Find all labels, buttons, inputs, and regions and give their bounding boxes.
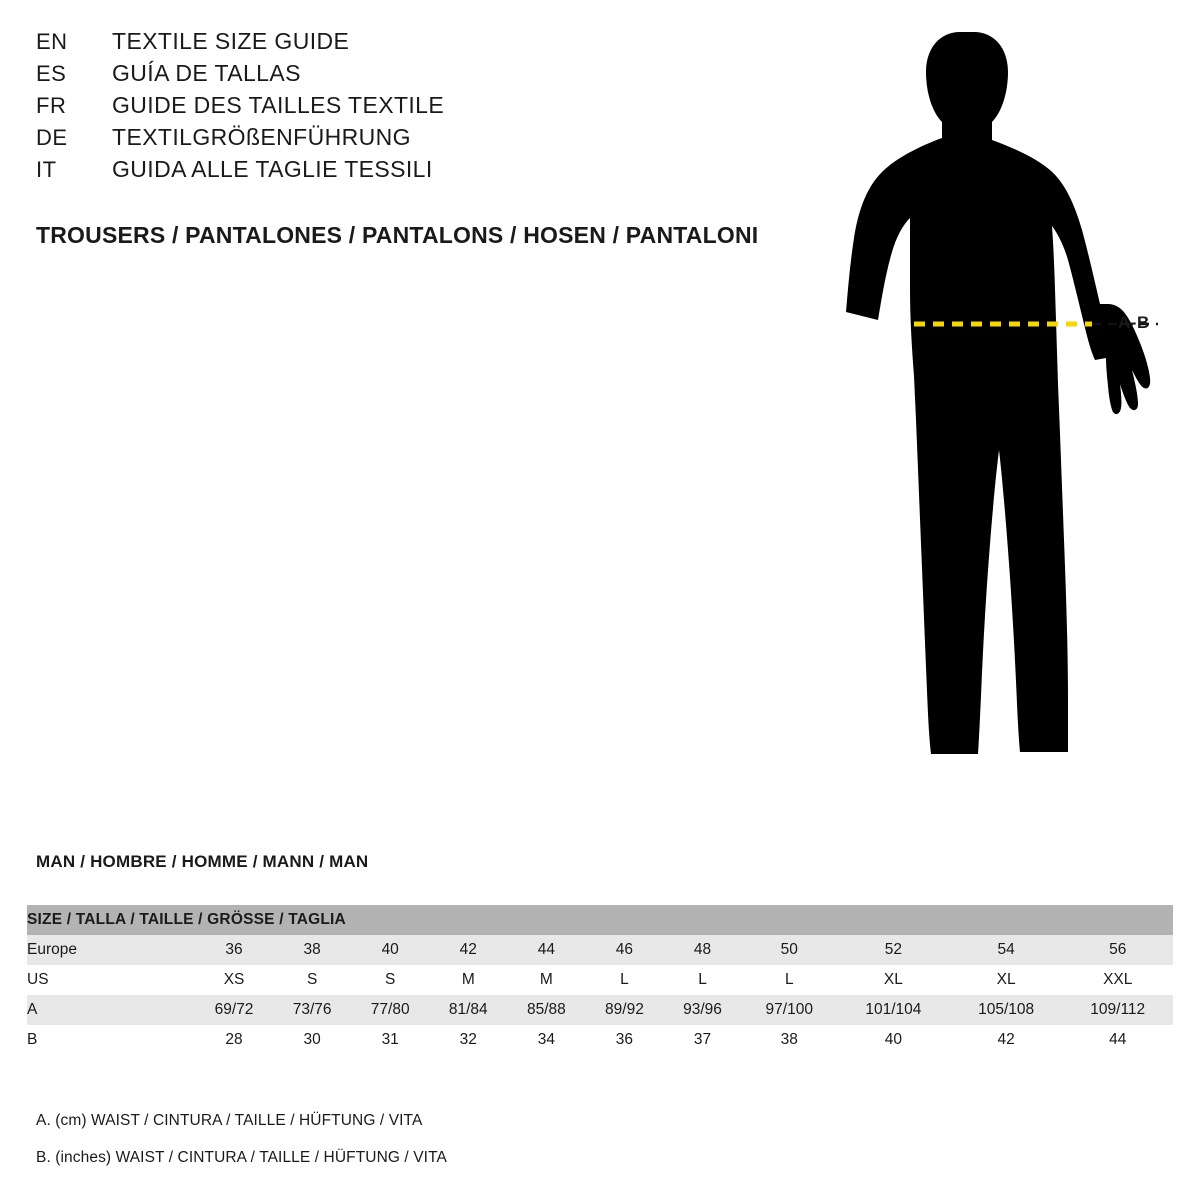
table-cell: S: [306, 971, 318, 988]
language-title: GUIDE DES TAILLES TEXTILE: [112, 92, 445, 118]
table-cell: 34: [537, 1031, 555, 1048]
table-cell: 30: [303, 1031, 321, 1048]
table-cell: 44: [537, 941, 555, 958]
table-cell: 40: [381, 941, 399, 958]
table-cell: M: [461, 971, 475, 988]
table-row: [27, 1025, 1173, 1055]
table-cell: L: [784, 971, 794, 988]
garment-type-title: TROUSERS / PANTALONES / PANTALONS / HOSEN / PANTALONI: [36, 222, 759, 248]
body-silhouette-illustration: [800, 20, 1200, 810]
table-cell: XXL: [1103, 971, 1133, 988]
table-cell: 73/76: [292, 1001, 332, 1018]
table-cell: 89/92: [605, 1001, 644, 1018]
language-row: [36, 60, 796, 92]
table-cell: 31: [381, 1031, 399, 1048]
table-cell: 38: [303, 941, 321, 958]
table-cell: 48: [693, 941, 712, 958]
language-row: [36, 124, 796, 156]
table-cell: 81/84: [448, 1001, 488, 1018]
table-cell: 101/104: [865, 1001, 922, 1018]
language-code: IT: [36, 157, 57, 182]
table-cell: 85/88: [526, 1001, 566, 1018]
table-cell: 52: [884, 941, 902, 958]
language-row: [36, 92, 796, 124]
table-cell: 93/96: [683, 1001, 722, 1018]
language-title: GUIDA ALLE TAGLIE TESSILI: [112, 156, 433, 182]
table-cell: 44: [1109, 1031, 1127, 1048]
table-cell: 37: [693, 1031, 712, 1048]
table-cell: M: [539, 971, 553, 988]
table-cell: 50: [780, 941, 798, 958]
table-cell: 32: [459, 1031, 477, 1048]
table-row: [27, 995, 1173, 1025]
language-code: EN: [36, 29, 68, 54]
row-label: US: [27, 971, 49, 988]
language-title: GUÍA DE TALLAS: [112, 60, 301, 86]
table-cell: 40: [884, 1031, 902, 1048]
legend-measure-b: B. (inches) WAIST / CINTURA / TAILLE / HÜFTUNG / VITA: [36, 1149, 447, 1166]
row-label: B: [27, 1031, 38, 1048]
legend-measure-a: A. (cm) WAIST / CINTURA / TAILLE / HÜFTUNG / VITA: [36, 1112, 423, 1129]
table-cell: 105/108: [978, 1001, 1035, 1018]
table-cell: XL: [883, 971, 903, 988]
language-title-list: [36, 28, 796, 188]
language-code: FR: [36, 93, 67, 118]
table-cell: XS: [223, 971, 245, 988]
table-header-label: SIZE / TALLA / TAILLE / GRÖSSE / TAGLIA: [27, 911, 346, 928]
table-cell: 38: [780, 1031, 798, 1048]
table-cell: 42: [459, 941, 477, 958]
table-cell: 36: [225, 941, 243, 958]
table-header-row: [27, 905, 1173, 935]
language-row: [36, 156, 796, 188]
language-code: DE: [36, 125, 68, 150]
table-cell: 46: [615, 941, 634, 958]
table-cell: 97/100: [765, 1001, 813, 1018]
table-cell: L: [620, 971, 629, 988]
table-cell: 28: [225, 1031, 243, 1048]
row-label: Europe: [27, 941, 77, 958]
table-cell: 109/112: [1090, 1001, 1146, 1018]
language-row: [36, 28, 796, 60]
size-chart-table: [27, 905, 1173, 1055]
table-cell: 54: [997, 941, 1015, 958]
table-row: [27, 935, 1173, 965]
table-cell: 56: [1109, 941, 1127, 958]
silhouette-shape: [846, 32, 1150, 754]
table-cell: 42: [997, 1031, 1015, 1048]
table-caption-man: MAN / HOMBRE / HOMME / MANN / MAN: [36, 852, 369, 871]
table-cell: L: [698, 971, 707, 988]
row-label: A: [27, 1001, 38, 1018]
table-cell: 69/72: [214, 1001, 254, 1018]
table-cell: XL: [996, 971, 1016, 988]
table-cell: S: [385, 971, 396, 988]
table-row: [27, 965, 1173, 995]
measure-label-ab: A-B: [1118, 313, 1150, 332]
table-cell: 77/80: [370, 1001, 410, 1018]
table-cell: 36: [615, 1031, 634, 1048]
language-title: TEXTILGRÖßENFÜHRUNG: [112, 124, 411, 150]
language-code: ES: [36, 61, 67, 86]
language-title: TEXTILE SIZE GUIDE: [112, 28, 350, 54]
